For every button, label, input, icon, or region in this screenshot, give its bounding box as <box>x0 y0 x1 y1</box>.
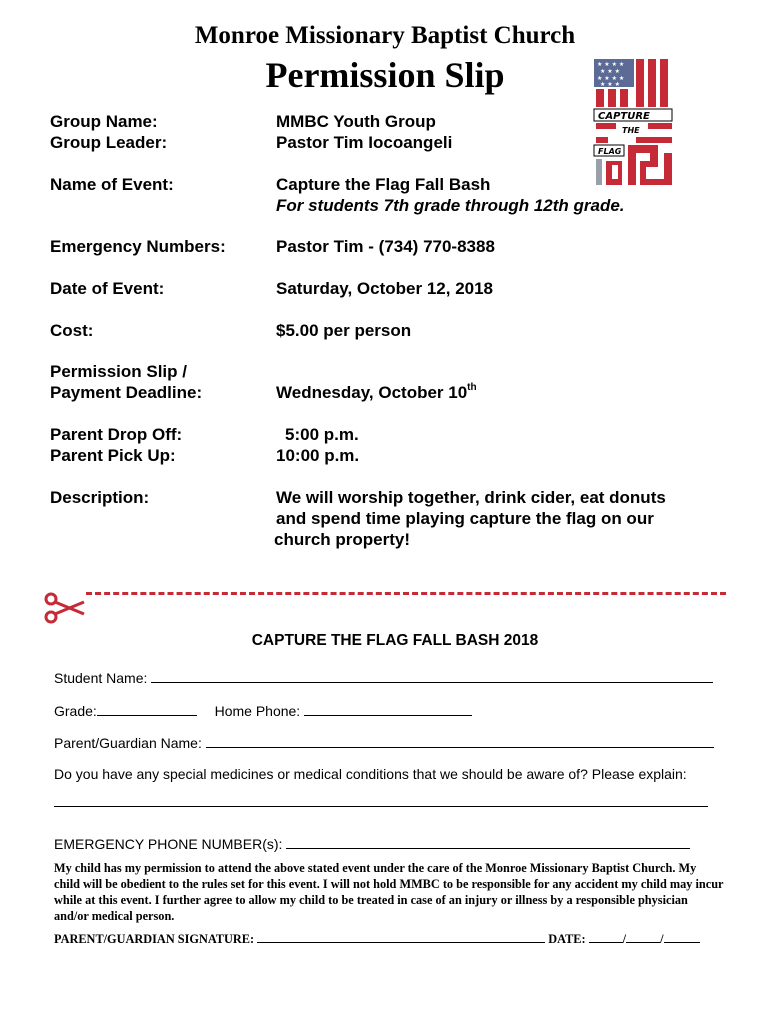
svg-text:★ ★ ★ ★: ★ ★ ★ ★ <box>597 61 625 68</box>
student-name-field[interactable] <box>151 668 713 683</box>
date-separator: / <box>622 932 627 946</box>
deadline-value <box>276 382 477 403</box>
page-title: Permission Slip <box>265 55 505 95</box>
deadline-label-line1: Permission Slip / <box>50 362 187 381</box>
signature-field[interactable] <box>257 930 545 943</box>
event-audience: For students 7th grade through 12th grade. <box>276 196 625 215</box>
event-name-label: Name of Event: <box>50 175 174 194</box>
group-name-value: MMBC Youth Group <box>276 112 436 131</box>
svg-text:★ ★ ★: ★ ★ ★ <box>600 68 620 75</box>
date-day-field[interactable] <box>626 930 660 943</box>
grade-label: Grade: <box>54 703 97 719</box>
consent-statement: My child has my permission to attend the above stated event under the care of the Monroe Missionary Baptist Church. My child will be obedient to the rules set for this event. I will not hold MMBC to be responsible for any accident my child may incur while at this event. I further agree to allow my child to be treated in case of an injury or illness by a responsible physician and/or medical person. <box>54 861 724 923</box>
dropoff-value: 5:00 p.m. <box>285 425 359 444</box>
signature-label: PARENT/GUARDIAN SIGNATURE: <box>54 932 255 946</box>
description-line3: church property! <box>274 530 411 549</box>
group-name-label: Group Name: <box>50 112 158 131</box>
home-phone-field[interactable] <box>304 701 472 716</box>
logo-line1: CAPTURE <box>598 111 650 122</box>
event-date-value: Saturday, October 12, 2018 <box>276 279 494 298</box>
medical-explanation-field[interactable] <box>54 806 708 807</box>
grade-field[interactable] <box>97 701 197 716</box>
capture-the-flag-logo <box>592 57 674 191</box>
emergency-phone-label: EMERGENCY PHONE NUMBER(s): <box>54 836 283 852</box>
deadline-label-line2: Payment Deadline: <box>50 383 203 402</box>
cost-label: Cost: <box>50 321 94 340</box>
emergency-numbers-label: Emergency Numbers: <box>50 237 226 256</box>
group-leader-value: Pastor Tim Iocoangeli <box>276 133 453 152</box>
svg-text:★ ★ ★: ★ ★ ★ <box>600 81 620 88</box>
description-line2: and spend time playing capture the flag on our <box>276 509 654 528</box>
deadline-suffix: th <box>467 382 477 393</box>
deadline-date: Wednesday, October 10 <box>276 383 468 402</box>
event-date-label: Date of Event: <box>50 279 165 298</box>
description-line1: We will worship together, drink cider, eat donuts <box>276 488 666 507</box>
guardian-name-row <box>54 733 714 752</box>
emergency-phone-row <box>54 834 690 853</box>
date-month-field[interactable] <box>589 930 623 943</box>
student-name-row <box>54 668 713 687</box>
pickup-label: Parent Pick Up: <box>50 446 176 465</box>
date-year-field[interactable] <box>664 930 700 943</box>
flag-ctf-logo-icon <box>592 57 674 191</box>
cut-here-line <box>86 592 726 595</box>
dropoff-label: Parent Drop Off: <box>50 425 183 444</box>
date-separator: / <box>660 932 664 946</box>
medical-question: Do you have any special medicines or medical conditions that we should be aware of? Please explain: <box>54 766 687 782</box>
svg-text:★ ★ ★ ★: ★ ★ ★ ★ <box>597 75 625 82</box>
home-phone-label: Home Phone: <box>214 703 301 719</box>
church-name: Monroe Missionary Baptist Church <box>194 22 576 49</box>
guardian-name-field[interactable] <box>206 733 714 748</box>
group-leader-label: Group Leader: <box>50 133 168 152</box>
signature-row <box>54 930 700 947</box>
signature-date-label: DATE: <box>548 932 586 946</box>
student-name-label: Student Name: <box>54 670 148 686</box>
logo-line3: FLAG <box>598 147 622 156</box>
pickup-value: 10:00 p.m. <box>276 446 360 465</box>
cost-value: $5.00 per person <box>276 321 412 340</box>
description-label: Description: <box>50 488 150 507</box>
event-name-value: Capture the Flag Fall Bash <box>276 175 491 194</box>
scissors-icon <box>44 592 86 624</box>
emergency-numbers-value: Pastor Tim - (734) 770-8388 <box>276 237 495 256</box>
logo-line2: THE <box>622 126 640 135</box>
grade-phone-row <box>54 701 472 720</box>
guardian-name-label: Parent/Guardian Name: <box>54 735 202 751</box>
form-title: CAPTURE THE FLAG FALL BASH 2018 <box>251 632 539 649</box>
emergency-phone-field[interactable] <box>286 834 690 849</box>
